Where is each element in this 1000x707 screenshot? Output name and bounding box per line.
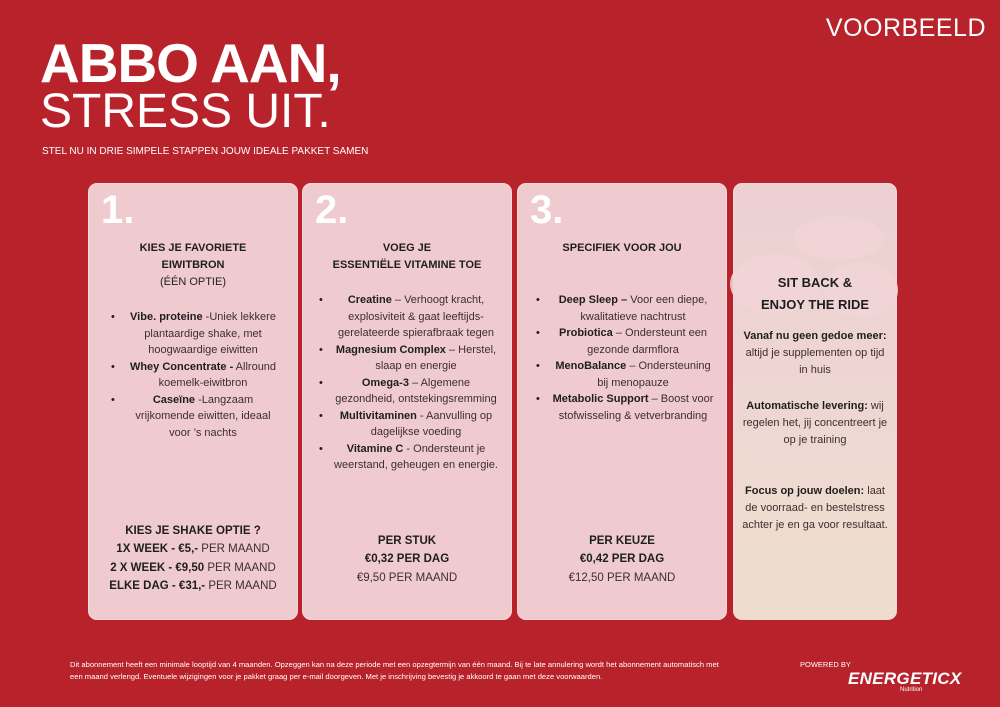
benefit-rest: laat de voorraad- en bestelstress achter je en ga voor resultaat. xyxy=(742,485,888,532)
step-number: 2. xyxy=(315,188,349,232)
list-item xyxy=(536,325,716,358)
option-desc: – Ondersteunt een gezonde darmflora xyxy=(587,327,707,356)
option-desc: -Langzaam vrijkomende eiwitten, ideaal voor ’s nachts xyxy=(135,393,271,439)
page-title: ABBO AAN, xyxy=(40,32,341,94)
option-desc: - Aanvulling op dagelijkse voeding xyxy=(370,409,493,438)
list-item xyxy=(536,358,716,391)
list-item xyxy=(319,342,499,375)
price-heading: KIES JE SHAKE OPTIE ? xyxy=(125,525,261,537)
option-name: Deep Sleep – xyxy=(558,294,628,306)
option-name: MenoBalance xyxy=(555,360,627,372)
price-month: €9,50 PER MAAND xyxy=(356,571,458,584)
card-heading xyxy=(303,240,511,274)
price-rest: PER MAAND xyxy=(204,561,276,574)
card-heading-line2: EIWITBRON xyxy=(161,259,225,272)
option-name: Caseïne xyxy=(152,393,196,406)
option-desc: – Algemene gezondheid, ontstekingsremming xyxy=(335,376,497,405)
option-name: Vibe. proteine xyxy=(130,311,203,323)
option-desc: – Boost voor stofwisseling & vetverbranding xyxy=(558,393,714,422)
benefit-block xyxy=(742,398,888,449)
option-name: Multivitaminen xyxy=(339,409,417,422)
price-bold: ELKE DAG - €31,- xyxy=(109,580,206,593)
list-item xyxy=(111,359,281,392)
option-name: Magnesium Complex xyxy=(335,343,446,356)
card-heading-line1: VOEG JE xyxy=(382,242,432,254)
option-name: Creatine xyxy=(347,294,392,306)
list-item xyxy=(319,292,499,342)
benefits-card xyxy=(733,183,897,620)
watermark: VOORBEELD xyxy=(825,14,986,42)
option-list xyxy=(319,292,499,474)
option-list xyxy=(536,292,716,424)
step-card-3 xyxy=(517,183,727,620)
list-item xyxy=(111,392,281,442)
option-desc: Voor een diepe, kwalitatieve nachtrust xyxy=(580,294,708,323)
card-heading xyxy=(89,240,297,291)
card-heading-line2: ESSENTIËLE VITAMINE TOE xyxy=(332,259,482,272)
step-number: 1. xyxy=(101,188,135,232)
card-heading-line1: KIES JE FAVORIETE xyxy=(139,242,247,254)
option-desc: -Uniek lekkere plantaardige shake, met hoogwaardige eiwitten xyxy=(144,311,276,356)
option-desc: - Ondersteunt je weerstand, geheugen en energie. xyxy=(334,442,498,471)
benefit-bold: Vanaf nu geen gedoe meer: xyxy=(743,330,887,342)
benefit-rest: wij regelen het, jij concentreert je op je training xyxy=(742,400,888,447)
option-desc: Allround koemelk-eiwitbron xyxy=(158,360,277,389)
benefits-title-line2: ENJOY THE RIDE xyxy=(760,297,870,313)
list-item xyxy=(319,408,499,441)
option-name: Whey Concentrate - xyxy=(129,360,234,373)
benefit-rest: altijd je supplementen op tijd in huis xyxy=(745,347,885,377)
price-rest: PER MAAND xyxy=(205,580,277,593)
benefit-block xyxy=(742,328,888,379)
benefits-title-line1: SIT BACK & xyxy=(777,275,853,290)
page-subtitle: STEL NU IN DRIE SIMPELE STAPPEN JOUW IDEALE PAKKET SAMEN xyxy=(42,146,369,157)
option-name: Probiotica xyxy=(559,327,613,339)
page-title-line2: STRESS UIT. xyxy=(40,85,331,138)
cloud-decoration xyxy=(794,216,884,260)
option-name: Metabolic Support xyxy=(552,393,649,405)
price-day: €0,32 PER DAG xyxy=(364,553,450,566)
benefit-bold: Focus op jouw doelen: xyxy=(745,485,865,497)
list-item xyxy=(111,309,281,359)
option-name: Vitamine C xyxy=(346,442,404,455)
terms-text: Dit abonnement heeft een minimale looptijd van 4 maanden. Opzeggen kan na deze periode met een opzegtermijn van één maand. Bij te late annulering wordt het abonnement automatisch met een maand verlengd. Eventuele wijzigingen voor je pakket graag per e-mail doorgeven. Met je inschrijving bevestig je akkoord te gaan met deze voorwaarden. xyxy=(70,660,719,681)
step-card-2 xyxy=(302,183,512,620)
card-heading-sub: (ÉÉN OPTIE) xyxy=(159,276,226,289)
list-item xyxy=(319,375,499,408)
list-item xyxy=(536,292,716,325)
price-bold: 1X WEEK - €5,- xyxy=(116,543,199,556)
price-block xyxy=(89,522,297,596)
benefit-bold: Automatische levering: xyxy=(746,400,868,412)
price-day: €0,42 PER DAG xyxy=(579,553,665,566)
price-month: €12,50 PER MAAND xyxy=(568,571,676,584)
step-number: 3. xyxy=(530,188,564,232)
option-desc: – Verhoogt kracht, explosiviteit & gaat leeftijds-gerelateerde spierafbraak tegen xyxy=(338,294,494,339)
powered-by-label: POWERED BY xyxy=(800,660,851,669)
price-block xyxy=(303,532,511,587)
price-label: PER KEUZE xyxy=(589,535,655,547)
list-item xyxy=(536,391,716,424)
option-desc: – Ondersteuning bij menopauze xyxy=(597,360,711,389)
benefits-title xyxy=(734,272,896,316)
price-label: PER STUK xyxy=(377,535,437,547)
list-item xyxy=(319,441,499,474)
card-heading xyxy=(518,240,726,257)
card-heading-line1: SPECIFIEK VOOR JOU xyxy=(562,242,682,254)
option-desc: – Herstel, slaap en energie xyxy=(375,343,497,372)
benefit-block xyxy=(742,483,888,534)
price-bold: 2 X WEEK - €9,50 xyxy=(110,561,205,574)
option-name: Omega-3 xyxy=(361,376,409,389)
option-list xyxy=(111,309,281,441)
price-block xyxy=(518,532,726,587)
price-rest: PER MAAND xyxy=(198,543,270,556)
step-card-1 xyxy=(88,183,298,620)
brand-logo: ENERGETICX xyxy=(848,669,962,688)
brand-logo-sub: Nutrition xyxy=(900,687,923,693)
